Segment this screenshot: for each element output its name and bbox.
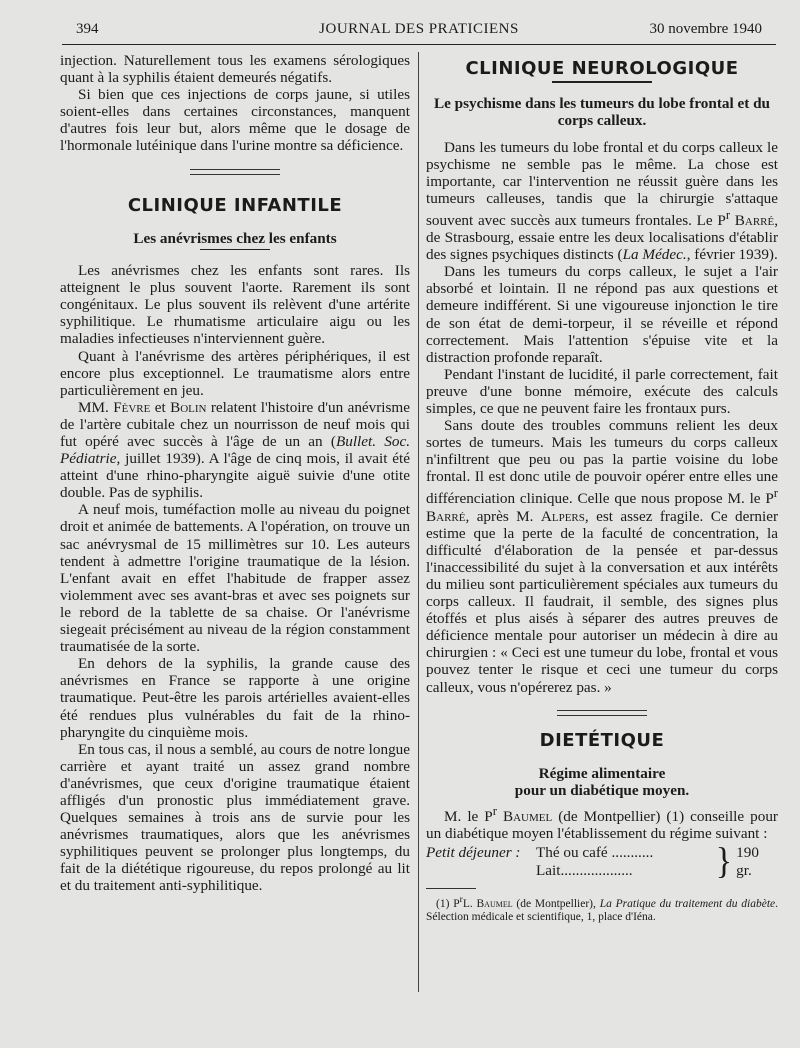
left-column [60,52,410,895]
right-column [426,52,778,924]
paragraph: Les anévrismes chez les enfants sont rares. Ils atteignent le plus souvent l'aorte. Rarement ils sont congénitaux. Le plus souvent ils relèvent d'une artérite syphilitique. Le rhumatisme articulaire aigu ou les maladies infectieuses n'interviennent guère. [60,262,410,348]
paragraph: injection. Naturellement tous les examens sérologiques quant à la syphilis étaient demeurés négatifs. [60,52,410,87]
column-divider [418,52,419,992]
paragraph: En dehors de la syphilis, la grande cause des anévrismes en France se rapporte à une origine traumatique. Peut-être les parois artérielles avaient-elles été rendues plus vulnérables du fait de la rhino-pharyngite du cinquième mois. [60,655,410,741]
article-title: Les anévrismes chez les enfants [133,229,337,247]
page-header [62,20,776,45]
article-title-line2: pour un diabétique moyen. [514,781,690,799]
paragraph: M. le $P^r$ Baumel (de Montpellier) (1) conseille pour un diabétique moyen l'établissement du régime suivant : [426,803,778,842]
diet-amount: 190 gr. [736,843,759,879]
article-title: Le psychisme dans les tumeurs du lobe frontal et du corps calleux. [434,94,770,129]
footnote: (1) $P^rL$. Baumel (de Montpellier), La Pratique du traitement du diabète. Sélection médicale et scientifique, 1, place d'Iéna. [426,893,779,923]
diet-row: Lait................... [536,861,633,879]
footnote-rule [426,888,476,889]
paragraph: Quant à l'anévrisme des artères périphériques, il est encore plus exceptionnel. Le traumatisme alors entre particulièrement en jeu. [60,347,410,399]
issue-date: 30 novembre 1940 [649,21,762,37]
paragraph: Dans les tumeurs du lobe frontal et du corps calleux le psychisme ne semble pas le même. La chose est importante, car l'intervention ne réussit guère dans les tumeurs calleuses, tandis que la chirurgie s'attaque souvent avec succès aux tumeurs frontales. Le $P^r$ Barré, de Strasbourg, essaie entre les deux localisations d'établir des signes psychiques distincts (La Médec., février 1939). [426,138,779,264]
paragraph: Si bien que ces injections de corps jaune, si utiles soient-elles dans certaines circonstances, manquent d'autres fois leur but, alors même que le dosage de l'hormonale lutéinique dans l'urine montre sa déficience. [60,86,410,155]
section-title: DIETÉTIQUE [539,729,665,751]
page-number: 394 [76,21,99,37]
journal-title: JOURNAL DES PRATICIENS [319,21,519,37]
paragraph: En tous cas, il nous a semblé, au cours de notre longue carrière et ayant traité un assez grand nombre d'anévrismes, que ceux d'origine traumatique étaient affligés d'un pronostic plus immédiatement grave. Quelques semaines à trois ans de survie pour les anévrismes traumatiques, alors que les anévrismes syphilitiques peuvent se prolonger plus longtemps, du fait de la diététique rigoureuse, du repos prolongé au lit et du traitement anti-syphilitique. [60,740,410,895]
brace-symbol: } [715,840,733,882]
section-title: CLINIQUE INFANTILE [127,194,343,216]
paragraph: MM. Fèvre et Bolin relatent l'histoire d'un anévrisme de l'artère cubitale chez un nourrisson de neuf mois qui fut opéré avec succès à l'âge de un an (Bullet. Soc. Pédiatrie, juillet 1939). A l'âge de cinq mois, il avait été atteint d'une rhino-pharyngite aiguë suivie d'une otite double. Pas de syphilis. [60,398,410,502]
section-title: CLINIQUE NEUROLOGIQUE [465,58,739,79]
paragraph: Pendant l'instant de lucidité, il parle correctement, fait preuve d'une bonne mémoire, exécute des calculs simples, ce que ne peuvent faire les frontaux purs. [426,365,778,417]
paragraph: Dans les tumeurs du corps calleux, le sujet a l'air absorbé et lointain. Il ne répond pas aux questions et demeure indifférent. Si une vigoureuse injonction le tire de son état de demi-torpeur, il se réveille et répond correctement. Mais l'attention s'épuise vite et la distraction profonde reparaît. [426,263,778,366]
diet-table [426,840,778,882]
article-title: Régime alimentaire [538,764,666,782]
diet-row: Petit déjeuner : Thé ou café ........... [426,843,654,861]
paragraph: A neuf mois, tuméfaction molle au niveau du poignet droit et animée de battements. A l'opération, on trouve un sac anévrysmal de 15 millimètres sur 10. Les auteurs tendent à admettre l'origine traumatique de la lésion. L'enfant avait en effet l'habitude de frapper assez violemment avec ses avant-bras et avec ses poignets sur le rebord de la tablette de sa chaise. Or l'anévrisme siegeait précisément au niveau de la région constamment traumatisée de la sorte. [60,501,410,656]
paragraph: Sans doute des troubles communs relient les deux sortes de tumeurs. Mais les tumeurs du corps calleux n'infiltrent que peu ou pas la partie voisine du lobe frontal. Il est donc utile de pouvoir opérer entre elles une différenciation clinique. Celle que nous propose M. le $P^r$ Barré, après M. Alpers, est assez fragile. Ce dernier estime que la perte de la faculté de concentration, la difficulté d'élaboration de la pensée et par-dessus l'inaccessibilité du sujet à la conversation et aux intérêts du milieu sont particulièrement spéciales aux tumeurs du corps calleux. Il faudrait, il semble, des signes plus étoffés et plus aisés à séparer des autres preuves de déficience mentale pour autoriser un médecin à dire au chirurgien : « Ceci est une tumeur du lobe, frontal et vous pouvez tenter le risque et ceci une tumeur du corps calleux, vous n'opérerez pas. » [426,417,778,696]
